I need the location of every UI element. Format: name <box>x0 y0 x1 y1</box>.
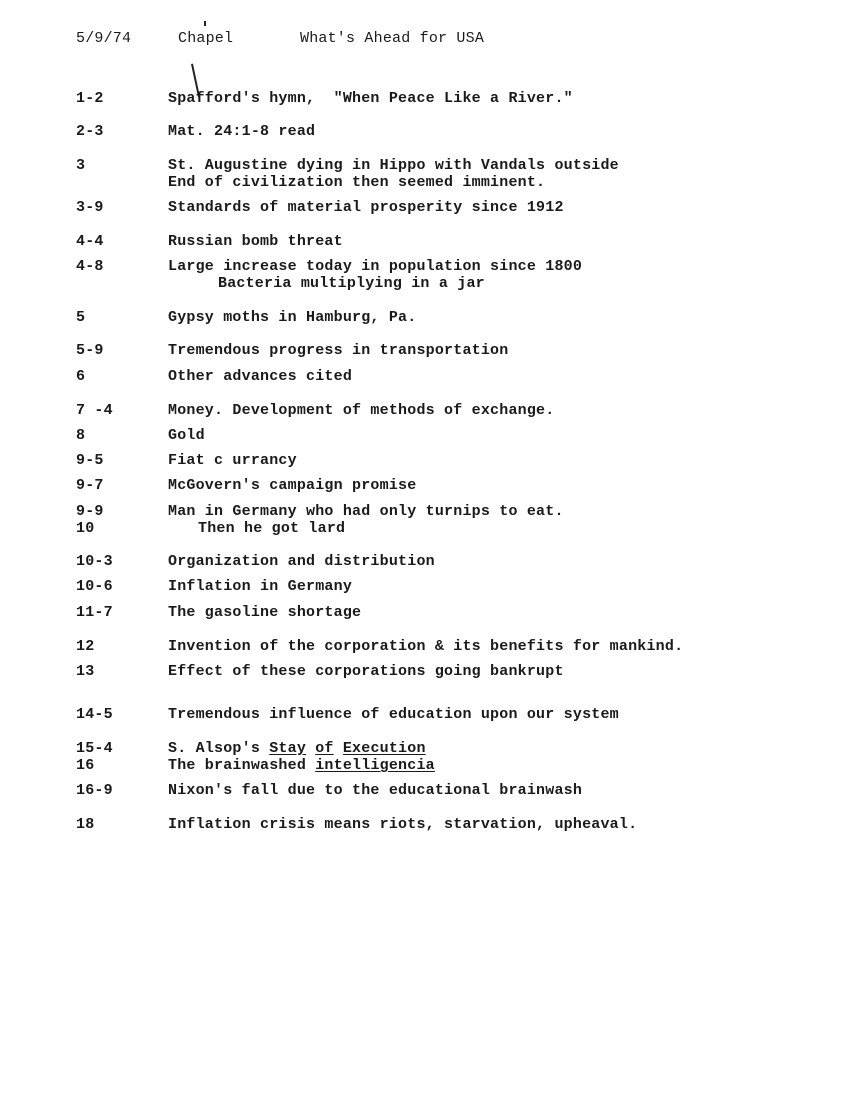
entry-text: St. Augustine dying in Hippo with Vandals outside <box>168 157 619 174</box>
entry-text: Other advances cited <box>168 368 353 385</box>
entry-ref: 9-9 <box>76 503 104 520</box>
entry-ref: 16-9 <box>76 782 113 799</box>
entry-ref: 14-5 <box>76 706 113 723</box>
entry-text: Gypsy moths in Hamburg, Pa. <box>168 309 417 326</box>
entry-ref: 9-7 <box>76 477 104 494</box>
entry-ref: 15-4 <box>76 740 113 757</box>
entry-text-space <box>306 740 315 757</box>
entry-text: Standards of material prosperity since 1912 <box>168 199 564 216</box>
entry-ref: 8 <box>76 427 86 444</box>
book-title-word: Stay <box>269 740 307 757</box>
entry-text: Tremendous progress in transportation <box>168 342 509 359</box>
entry-ref: 5 <box>76 309 86 326</box>
entry-ref: 1-2 <box>76 90 104 107</box>
entry-ref-continued: 10 <box>76 520 95 537</box>
entry-text-part: S. Alsop's <box>168 740 270 757</box>
entry-ref: 3-9 <box>76 199 104 216</box>
entry-text-space <box>334 740 343 757</box>
entry-text <box>168 740 426 757</box>
entry-ref: 10-3 <box>76 553 113 570</box>
entry-text: McGovern's campaign promise <box>168 477 417 494</box>
entry-text: Then he got lard <box>198 520 346 537</box>
entry-ref: 7 -4 <box>76 402 113 419</box>
entry-ref: 10-6 <box>76 578 113 595</box>
entry-text: End of civilization then seemed imminent. <box>168 174 546 191</box>
header-title: What's Ahead for USA <box>300 30 485 47</box>
entry-ref: 4-8 <box>76 258 104 275</box>
entry-ref: 4-4 <box>76 233 104 250</box>
entry-text: Tremendous influence of education upon our system <box>168 706 619 723</box>
book-title-word: Execution <box>342 740 426 757</box>
entry-text: Inflation in Germany <box>168 578 353 595</box>
header-date: 5/9/74 <box>76 30 132 47</box>
entry-text: Mat. 24:1-8 read <box>168 123 316 140</box>
entry-ref: 3 <box>76 157 86 174</box>
entry-text: Invention of the corporation & its benefits for mankind. <box>168 638 684 655</box>
entry-ref: 11-7 <box>76 604 113 621</box>
entry-text: Man in Germany who had only turnips to eat. <box>168 503 564 520</box>
entry-text: Organization and distribution <box>168 553 435 570</box>
entry-text: The gasoline shortage <box>168 604 362 621</box>
entry-ref: 6 <box>76 368 86 385</box>
entry-text: Inflation crisis means riots, starvation, upheaval. <box>168 816 638 833</box>
entry-ref: 5-9 <box>76 342 104 359</box>
entry-text: Fiat c urrancy <box>168 452 297 469</box>
entry-text: Money. Development of methods of exchange. <box>168 402 555 419</box>
book-title-word: of <box>315 740 334 757</box>
entry-text: Effect of these corporations going bankrupt <box>168 663 564 680</box>
entry-text: Spafford's hymn, "When Peace Like a River." <box>168 90 573 107</box>
entry-ref-continued: 16 <box>76 757 95 774</box>
entry-text <box>168 757 435 774</box>
pen-mark-dot <box>204 21 206 26</box>
entry-ref: 2-3 <box>76 123 104 140</box>
entry-ref: 12 <box>76 638 95 655</box>
entry-text: Gold <box>168 427 205 444</box>
entry-text: Russian bomb threat <box>168 233 343 250</box>
entry-text: Large increase today in population since 1800 <box>168 258 583 275</box>
underlined-word: intelligencia <box>315 757 435 774</box>
entry-text-part: The brainwashed <box>168 757 316 774</box>
entry-ref: 13 <box>76 663 95 680</box>
entry-ref: 18 <box>76 816 95 833</box>
entry-text: Nixon's fall due to the educational brainwash <box>168 782 583 799</box>
entry-text: Bacteria multiplying in a jar <box>218 275 485 292</box>
header-location: Chapel <box>178 30 234 47</box>
entry-ref: 9-5 <box>76 452 104 469</box>
